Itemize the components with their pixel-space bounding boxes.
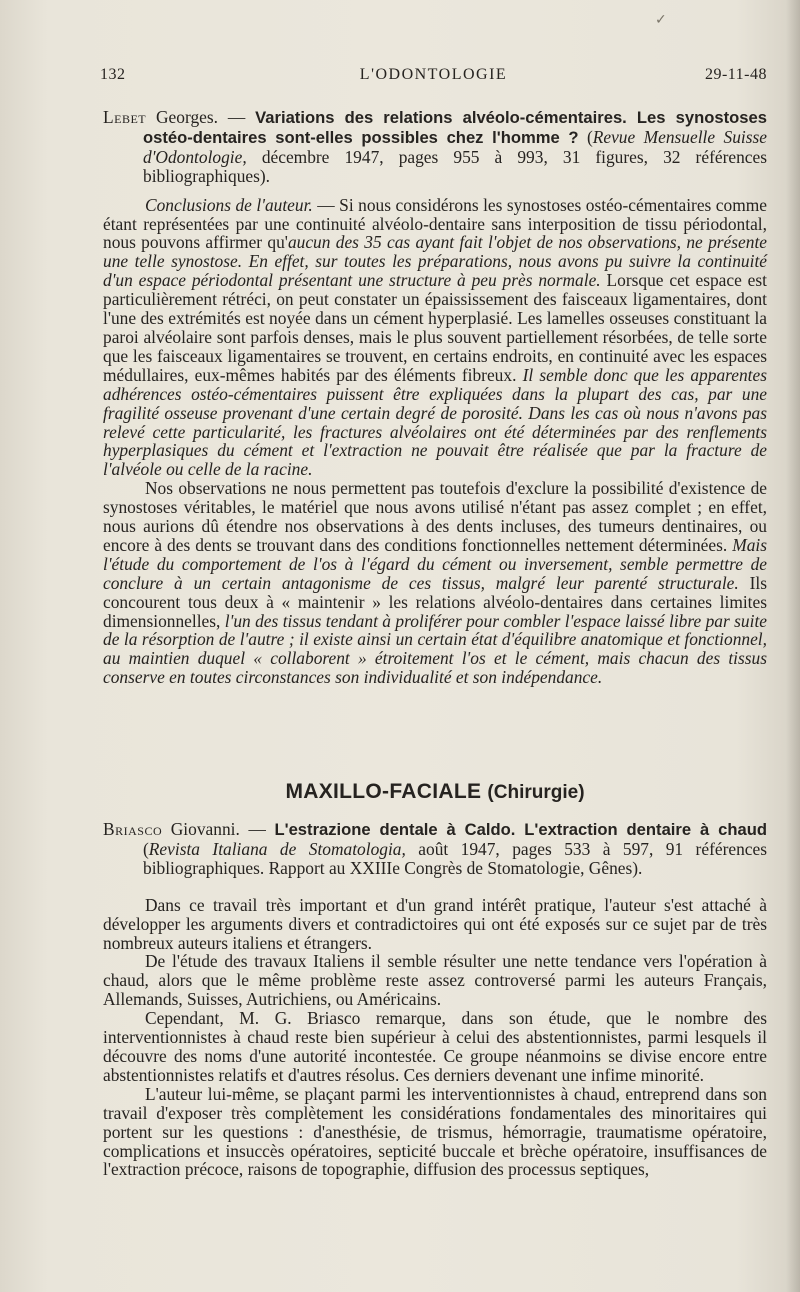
- pencil-mark-icon: ✓: [655, 12, 667, 28]
- section-heading: [103, 780, 767, 804]
- text-run: Lorsque cet espace est particulièrement rétréci, on peut constater un épaississement des faisceaux ligamentaires, dont l'une des extrémités est noyée dans un cément hyperplasié. Les lamelles osseuses constituant la paroi alvéolaire sont parfois denses, mais le plus souvent partiellement résorbées, de telle sorte que les faisceaux ligamentaires se trouvent, en certains endroits, en continuité avec les espaces médullaires, eux-mêmes habités par des éléments fibreux.: [103, 270, 767, 385]
- text-run: Ils concourent tous deux à « maintenir » les relations alvéolo-dentaires dans certaines limites dimensionnelles,: [103, 572, 767, 631]
- paren: (: [143, 838, 149, 859]
- article-title: L'estrazione dentale à Caldo. L'extraction dentaire à chaud: [274, 820, 767, 839]
- text-run-italic: Mais l'étude du comportement de l'os à l'égard du cément ou inversement, semble permettre de conclure à un certain antagonisme de ces tissus, malgré leur parenté structurale.: [103, 534, 767, 593]
- bibliographic-reference: [103, 820, 767, 878]
- page-number: 132: [100, 66, 126, 83]
- section-title: MAXILLO-FACIALE: [285, 780, 482, 803]
- text-run: — Si nous considérons les synostoses ostéo-cémentaires comme étant représentées par une continuité alvéolo-dentaire sans interposition de tissu périodontal, nous pouvons affirmer qu': [103, 194, 767, 253]
- bibliographic-reference: [103, 108, 767, 186]
- author-firstname: Giovanni.: [170, 819, 240, 839]
- author-firstname: Georges.: [156, 107, 218, 127]
- paragraph: L'auteur lui-même, se plaçant parmi les interventionnistes à chaud, entreprend dans son travail d'exposer très complètement les considérations fondamentales des minoritaires qui portent sur les questions : d'anesthésie, de trismus, hémorragie, traumatisme opératoire, complications et insuccès opératoires, septicité buccale et brèche opératoire, insuffisances de l'extraction précoce, raisons de topographie, diffusion des processus septiques,: [103, 1083, 767, 1180]
- journal-title: L'ODONTOLOGIE: [359, 66, 508, 83]
- entry-briasco: [103, 820, 767, 1179]
- paragraph: Cependant, M. G. Briasco remarque, dans son étude, que le nombre des interventionnistes à chaud reste bien supérieur à celui des abstentionnistes, parmi lesquels il découvre des noms d'une autorité incontestée. Ce groupe néanmoins se divise encore entre abstentionnistes relatifs et d'autres résolus. Ces derniers devenant une infime minorité.: [103, 1008, 767, 1085]
- page-edge-shadow: [786, 0, 800, 1292]
- author-surname: Lebet: [103, 107, 147, 127]
- author-surname: Briasco: [103, 819, 163, 839]
- text-run-italic: aucun des 35 cas ayant fait l'objet de nos observations, ne présente une telle synostose. En effet, sur toutes les préparations, nous avons pu suivre la continuité d'un espace périodontal présentant une structure à peu près normale.: [103, 232, 768, 291]
- source-journal: Revista Italiana de Stomatologia,: [148, 838, 406, 859]
- section-subtitle: (Chirurgie): [487, 782, 585, 803]
- article-title: Variations des relations alvéolo-cémentaires. Les synostoses ostéo-dentaires sont-elles possibles chez l'homme ?: [143, 108, 767, 147]
- dash: —: [248, 819, 266, 839]
- entry-lebet: [103, 108, 767, 687]
- text-run: Nos observations ne nous permettent pas toutefois d'exclure la possibilité d'existence de synostoses véritables, le matériel que nous avons utilisé n'étant pas assez complet ; en effet, nous aurions dû étendre nos observations à des dents incluses, des tumeurs dentinaires, ou encore à des dents se trouvant dans des conditions fonctionnelles nettement déterminées.: [103, 478, 767, 555]
- source-journal: Revue Mensuelle Suisse d'Odontologie,: [143, 126, 767, 167]
- paragraph: Dans ce travail très important et d'un grand intérêt pratique, l'auteur s'est attaché à développer les arguments divers et contradictoires qui ont été exposés sur ce sujet par de très nombreux auteurs italiens et étrangers.: [103, 894, 767, 953]
- source-details: août 1947, pages 533 à 597, 91 références bibliographiques. Rapport au XXIIIe Congrès de Stomatologie, Gênes).: [143, 838, 767, 878]
- paragraph: De l'étude des travaux Italiens il semble résulter une nette tendance vers l'opération à chaud, alors que le même problème reste assez controversé parmi les auteurs Français, Allemands, Suisses, Autrichiens, ou Américains.: [103, 951, 767, 1010]
- text-run-italic: Il semble donc que les apparentes adhérences ostéo-cémentaires puissent être expliquées dans la plupart des cas, par une fragilité osseuse provenant d'une certain degré de porosité. Dans les cas où nous n'avons pas relevé cette particularité, les fractures alvéolaires ont été déterminées par des renflements hyperplasiques du cément et l'extraction ne pouvait être réalisée que par la fracture de l'alvéole ou celle de la racine.: [103, 364, 767, 480]
- text-run-italic: l'un des tissus tendant à proliférer pour combler l'espace laissé libre par suite de la résorption de l'autre ; il existe ainsi un certain état d'équilibre anatomique et fonctionnel, au maintien duquel « collaborent » étroitement l'os et le cément, mais chacun des tissus conserve en toutes circonstances son individualité et son indépendance.: [103, 610, 767, 688]
- paragraph: [103, 479, 767, 687]
- paren: (: [586, 126, 593, 147]
- running-header: [100, 66, 767, 88]
- issue-date: 29-11-48: [704, 66, 767, 83]
- dash: —: [227, 107, 246, 127]
- conclusions-label: Conclusions de l'auteur.: [145, 194, 313, 215]
- paragraph: [103, 196, 767, 480]
- source-details: décembre 1947, pages 955 à 993, 31 figures, 32 références bibliographiques).: [143, 146, 767, 186]
